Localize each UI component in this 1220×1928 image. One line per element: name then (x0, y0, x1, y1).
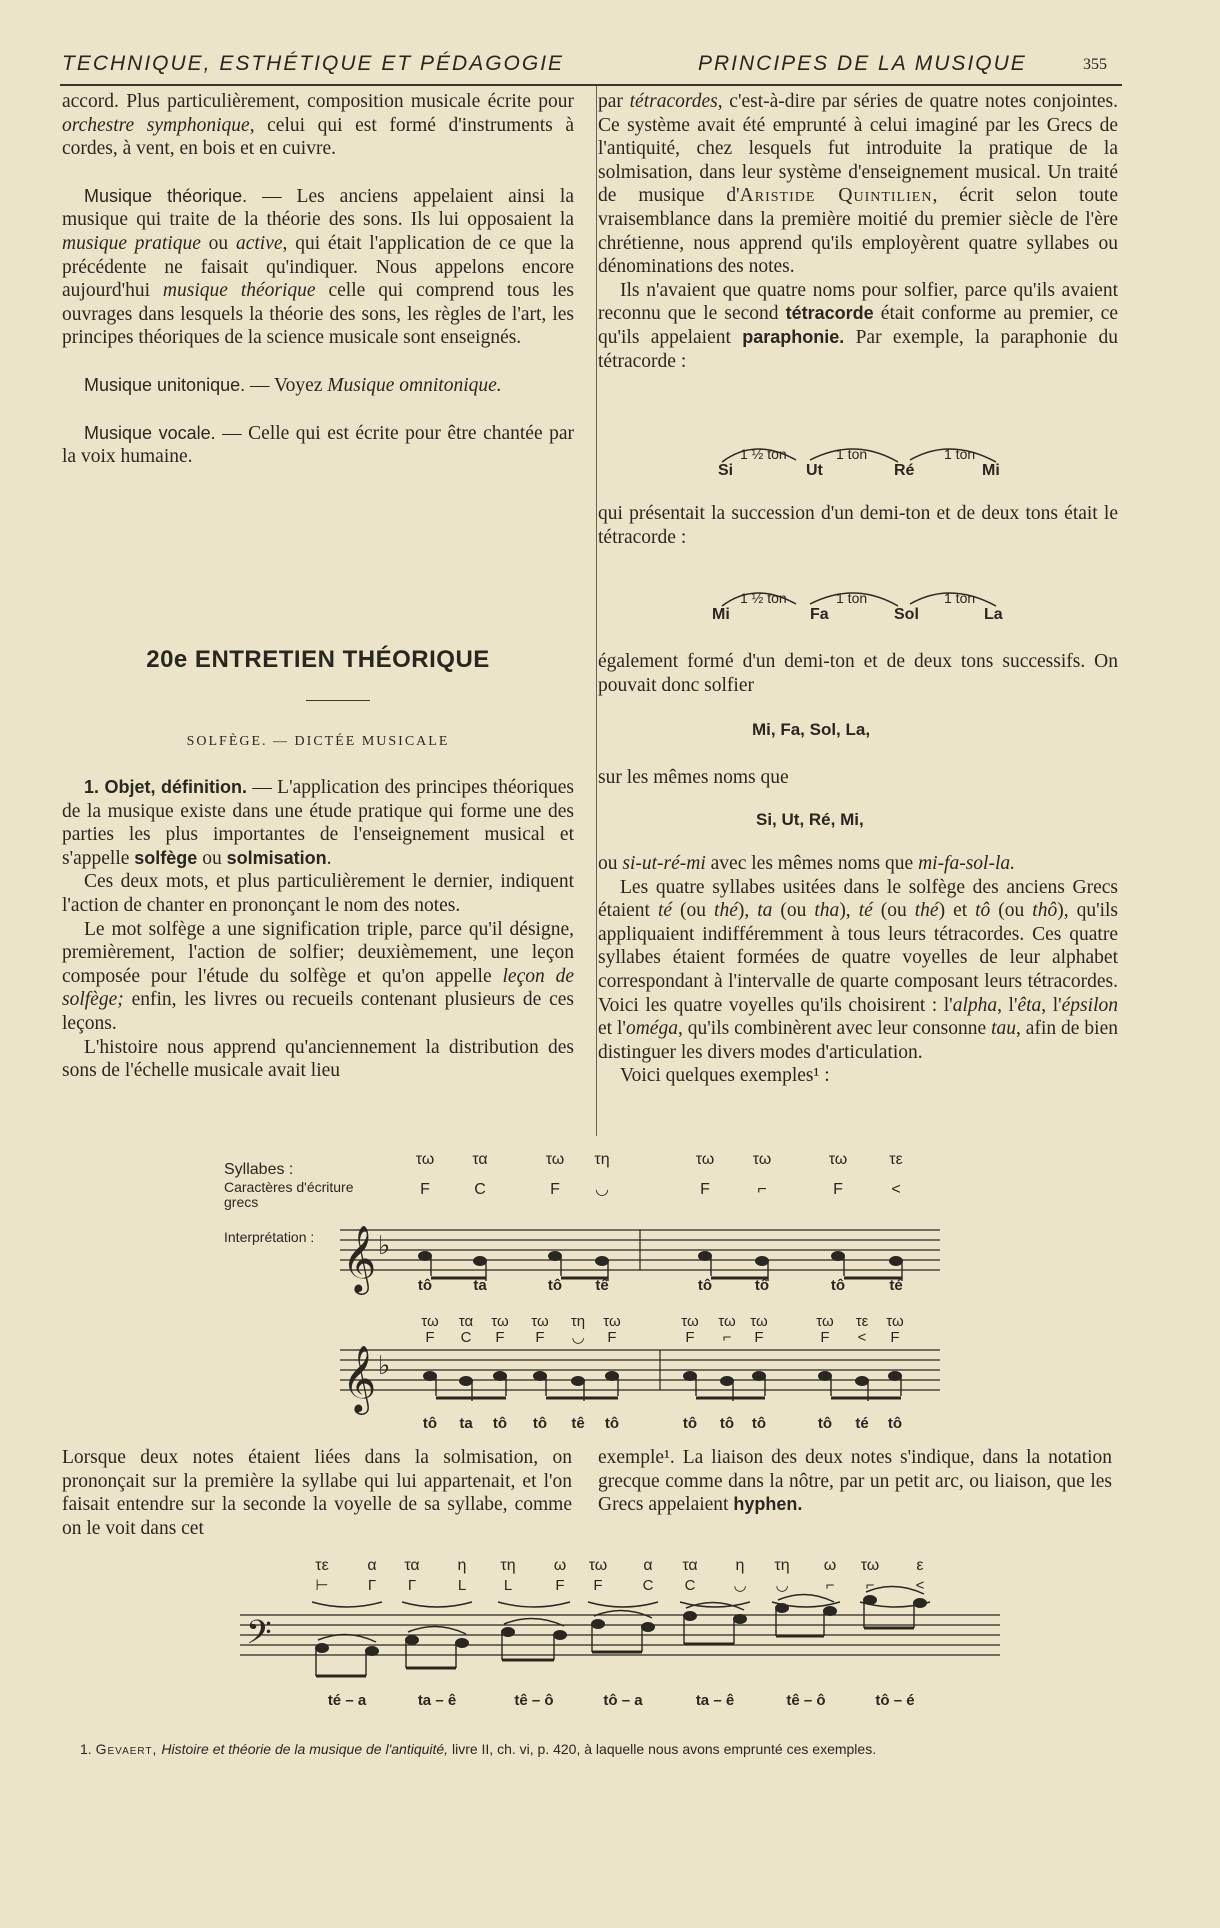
greek-syllable: ω (823, 1557, 837, 1574)
text-span: avec les mêmes noms que (705, 853, 919, 874)
greek-character: L (457, 1577, 467, 1594)
solfege-line: Mi, Fa, Sol, La, (752, 720, 871, 739)
note-head (755, 1256, 769, 1266)
greek-syllable: τω (415, 1151, 435, 1168)
greek-character: < (891, 1181, 901, 1198)
note-name: Fa (810, 606, 829, 623)
interpretation-syllable: té – a (327, 1692, 367, 1709)
italic-span: thé (714, 900, 738, 922)
text-span: exemple¹. La liaison des deux notes s'indique, dans la notation grecque comme dans la nôtre, par un petit arc, ou liaison, que les Grecs appelaient (598, 1447, 1112, 1516)
note-head (595, 1256, 609, 1266)
chapter-title: 20e ENTRETIEN THÉORIQUE (146, 646, 490, 673)
text-span: — Celle qui est écrite pour être chantée par la voix humaine. (62, 422, 574, 468)
spacer (62, 350, 574, 374)
left-column-lower (62, 776, 574, 1083)
greek-syllable: τη (774, 1557, 790, 1574)
section-heading: 1. Objet, définition. (84, 777, 247, 797)
footnote-text: livre II, ch. vi, p. 420, à laquelle nous avons emprunté ces exemples. (448, 1741, 877, 1757)
note-head (418, 1251, 432, 1261)
flat-sign: ♭ (378, 1230, 391, 1260)
note-name: Ré (894, 462, 915, 479)
note-head (591, 1619, 605, 1629)
paragraph-syllabes (598, 876, 1118, 1065)
greek-syllable: τε (889, 1151, 903, 1168)
italic-span: si-ut-ré-mi (622, 853, 706, 874)
text-span: , écrit selon toute vraisemblance dans la première moitié du premier siècle de l'ère chrétienne, nous apprend qu'ils employèrent quatre syllabes ou dénominations des notes. (598, 185, 1118, 278)
hyphen-arc (402, 1602, 472, 1607)
interpretation-syllable: tô (417, 1277, 433, 1294)
spacer (62, 161, 574, 185)
interpretation-syllable: tô (547, 1277, 563, 1294)
note-head (888, 1371, 902, 1381)
label-syllabes: Syllabes : (224, 1161, 294, 1178)
text-span: , qui était l'application de ce que la précédente ne faisait qu'indiquer. Nous appelons encore aujourd'hui (62, 232, 575, 302)
paragraph-presentait: qui présentait la succession d'un demi-ton et de deux tons était le tétracorde : (598, 503, 1118, 548)
italic-span: thô (1032, 900, 1058, 922)
greek-character: ⌐ (865, 1577, 875, 1594)
header-rule (60, 84, 1122, 86)
italic-span: oméga (625, 1018, 678, 1040)
slur (408, 1626, 466, 1634)
greek-character: ◡ (775, 1577, 789, 1594)
note-head (533, 1371, 547, 1381)
note-head (473, 1256, 487, 1266)
left-column-upper (62, 90, 574, 469)
greek-syllable: τω (588, 1557, 608, 1574)
italic-span: tau (991, 1018, 1016, 1040)
greek-syllable: τω (860, 1557, 880, 1574)
greek-syllable: τη (594, 1151, 610, 1168)
greek-character: ⌐ (722, 1329, 732, 1346)
greek-syllable: τα (458, 1313, 474, 1330)
text-span: celle qui comprend tous les ouvrages dans lesquels la théorie des sons, les règles de l'art, les principes théoriques de la science musicale sont enseignés. (62, 280, 575, 349)
greek-syllable: α (367, 1557, 377, 1574)
text-span: (ou (872, 900, 915, 922)
greek-syllable: τω (603, 1313, 621, 1330)
right-column-top (598, 90, 1118, 373)
greek-character: ◡ (733, 1577, 747, 1594)
text-span: Les quatre syllabes usitées dans le solfège des anciens Grecs étaient (598, 876, 1118, 922)
paragraph-deux-mots: Ces deux mots, et plus particulièrement le dernier, indiquent l'action de chanter en prononçant le nom des notes. (62, 871, 574, 916)
page-number: 355 (1083, 56, 1107, 73)
greek-syllable: τω (718, 1313, 736, 1330)
interpretation-syllable: tê (571, 1415, 585, 1432)
interpretation-syllable: tô (492, 1415, 508, 1432)
note-head (720, 1376, 734, 1386)
entry-term: Musique unitonique. (84, 374, 246, 395)
paragraph-accord (62, 90, 574, 161)
solfege-line: Si, Ut, Ré, Mi, (756, 810, 864, 829)
text-span: , celui qui est formé d'instruments à cordes, à vent, en bois et en cuivre. (62, 114, 574, 160)
italic-span: leçon de solfège; (62, 965, 574, 1011)
entry-term: Musique théorique. (84, 185, 248, 206)
greek-syllable: τω (545, 1151, 565, 1168)
interval-label: 1 ton (836, 446, 868, 462)
interpretation-syllable: tô (682, 1415, 698, 1432)
greek-syllable: τω (695, 1151, 715, 1168)
note-head (855, 1376, 869, 1386)
greek-syllable: η (457, 1557, 467, 1574)
text-span: , l' (997, 994, 1018, 1016)
entry-term: Musique vocale. (84, 422, 216, 443)
small-caps-span: Aristide Quintilien (739, 185, 933, 207)
interval-label: 1 ton (836, 590, 868, 606)
paragraph-ou (598, 852, 1118, 876)
note-head (733, 1614, 747, 1624)
footnote (80, 1741, 1120, 1757)
note-head (548, 1251, 562, 1261)
text-span: , afin de bien distinguer les divers modes d'articulation. (598, 1018, 1118, 1063)
greek-character: C (474, 1181, 486, 1198)
interval-label: 1 ton (944, 590, 976, 606)
text-span: ou (197, 847, 227, 869)
greek-syllable: τω (752, 1151, 772, 1168)
text-span: — Les anciens appelaient ainsi la musique qui traite de la théorie des sons. Ils lui opposaient la (62, 185, 574, 231)
slur (594, 1610, 652, 1618)
text-span: accord. Plus particulièrement, composition musicale écrite pour (62, 91, 574, 112)
greek-syllable: τε (315, 1557, 329, 1574)
italic-span: musique pratique (62, 232, 201, 254)
interpretation-syllable: tô (887, 1415, 903, 1432)
greek-character: F (420, 1181, 430, 1198)
greek-character: < (915, 1577, 925, 1594)
text-span: ), (839, 900, 859, 922)
bold-span: tétracorde (785, 303, 874, 324)
greek-character: F (685, 1329, 695, 1346)
footnote-author: Gevaert, (95, 1741, 158, 1757)
text-span: par (598, 91, 630, 112)
text-span: (ou (672, 900, 715, 922)
entry-musique-unitonique (62, 374, 574, 398)
note-head (605, 1371, 619, 1381)
slur (778, 1594, 834, 1602)
bass-clef-icon: 𝄢 (246, 1615, 272, 1659)
hyphen-arc (312, 1602, 382, 1607)
text-span: , l' (1041, 994, 1062, 1016)
note-head (698, 1251, 712, 1261)
chapter-rule (306, 700, 370, 701)
greek-syllable: τα (404, 1557, 420, 1574)
greek-syllable: α (643, 1557, 653, 1574)
interpretation-syllable: tê – ô (514, 1692, 554, 1709)
flat-sign: ♭ (378, 1350, 391, 1380)
note-head (315, 1643, 329, 1653)
greek-syllable: τω (531, 1313, 549, 1330)
text-span: Le mot solfège a une signification triple, parce qu'il désigne, premièrement, l'action de solfier; deuxièmement, une leçon composée pour l'étude du solfège et qu'on appelle (62, 918, 574, 987)
italic-span: alpha (952, 994, 998, 1016)
label-interpretation: Interprétation : (224, 1229, 315, 1245)
music-examples (0, 1150, 1220, 1730)
greek-character: ◡ (571, 1329, 585, 1346)
paragraph-paraphonie (598, 279, 1118, 373)
greek-syllable: τω (491, 1313, 509, 1330)
right-column-lower (598, 852, 1118, 1088)
paragraph-exemples: Voici quelques exemples¹ : (620, 1065, 830, 1087)
interpretation-syllable: tô – é (875, 1692, 915, 1709)
text-span: ou (200, 232, 236, 254)
interpretation-syllable: tô (751, 1415, 767, 1432)
interpretation-syllable: ta – ê (695, 1692, 735, 1709)
note-head (641, 1622, 655, 1632)
text-span: ) et (938, 900, 976, 922)
note-name: Ut (806, 462, 823, 479)
interpretation-syllable: tê – ô (786, 1692, 826, 1709)
italic-span: mi-fa-sol-la. (918, 853, 1016, 874)
footnote-number: 1. (80, 1741, 92, 1757)
interpretation-syllable: ta (459, 1415, 473, 1432)
greek-syllable: ω (553, 1557, 567, 1574)
text-span: — L'application des principes théoriques de la musique existe dans une étude pratique qui forme une des parties les plus importantes de l'enseignement musical et s'appelle (62, 777, 575, 869)
note-head (455, 1638, 469, 1648)
spacer (62, 398, 574, 422)
entry-musique-theorique (62, 185, 574, 350)
note-head (683, 1611, 697, 1621)
greek-character: F (833, 1181, 843, 1198)
text-span: . (326, 847, 332, 869)
interval-label: 1 ½ ton (740, 446, 787, 462)
italic-span: épsilon (1061, 994, 1118, 1016)
greek-character: F (607, 1329, 617, 1346)
running-header-left: TECHNIQUE, ESTHÉTIQUE ET PÉDAGOGIE (62, 52, 565, 75)
note-name: Si (718, 462, 734, 479)
interpretation-syllable: tô (604, 1415, 620, 1432)
hyphen-arc (498, 1602, 570, 1607)
note-head (823, 1606, 837, 1616)
note-head (553, 1630, 567, 1640)
running-header-right: PRINCIPES DE LA MUSIQUE (698, 52, 1027, 75)
greek-character: C (642, 1577, 654, 1594)
greek-syllable: τω (681, 1313, 699, 1330)
greek-syllable: η (735, 1557, 745, 1574)
greek-syllable: τη (500, 1557, 516, 1574)
interpretation-syllable: tô (532, 1415, 548, 1432)
note-name: Mi (982, 462, 1000, 479)
column-divider (596, 86, 597, 1136)
greek-syllable: τα (682, 1557, 698, 1574)
treble-clef-icon: 𝄞 (342, 1226, 377, 1291)
interpretation-syllable: tô (817, 1415, 833, 1432)
greek-syllable: τω (750, 1313, 768, 1330)
text-span: , qu'ils combinèrent avec leur consonne (677, 1018, 992, 1040)
italic-span: Musique omnitonique. (327, 374, 502, 396)
greek-character: F (495, 1329, 505, 1346)
paragraph-tetracordes (598, 90, 1118, 279)
greek-character: Γ (367, 1577, 377, 1594)
note-head (501, 1627, 515, 1637)
interpretation-syllable: tô (830, 1277, 846, 1294)
paragraph-exemple-liaison (598, 1446, 1112, 1517)
interpretation-syllable: tô – a (603, 1692, 643, 1709)
footnote-title: Histoire et théorie de la musique de l'antiquité, (161, 1741, 449, 1757)
greek-character: ⌐ (757, 1181, 767, 1198)
paragraph-lorsque: Lorsque deux notes étaient liées dans la solmisation, on prononçait sur la première la syllabe qui lui appartenait, et l'on faisait entendre sur la seconde la voyelle de sa syllabe, comme on le voit dans cet (62, 1447, 572, 1539)
greek-character: F (890, 1329, 900, 1346)
interval-label: 1 ½ ton (740, 590, 787, 606)
bold-span: solfège (134, 847, 198, 868)
greek-character: F (535, 1329, 545, 1346)
text-span: (ou (990, 900, 1033, 922)
interpretation-syllable: ta (473, 1277, 487, 1294)
greek-syllable: τε (855, 1313, 869, 1330)
text-span: ), (737, 900, 758, 922)
paragraph-objet (62, 776, 574, 870)
text-span: enfin, les livres ou recueils contenant plusieurs de ces leçons. (62, 989, 574, 1034)
greek-character: F (593, 1577, 603, 1594)
text-span: ), qu'ils appliquaient indifféremment à tous leurs tétracordes. Ces quatre syllabes étaient formées de quatre voyelles de leur alphabet correspondant à l'intervalle de quarte composant leurs tétracordes. Voici les quatre voyelles qu'ils choisirent : l' (598, 900, 1119, 1016)
italic-span: tétracordes (629, 91, 718, 112)
greek-character: < (857, 1329, 867, 1346)
greek-character: Γ (407, 1577, 417, 1594)
italic-span: active (235, 232, 283, 254)
text-span: Par exemple, la paraphonie du tétracorde : (598, 326, 1118, 372)
greek-character: F (555, 1577, 565, 1594)
interpretation-syllable: tô (697, 1277, 713, 1294)
greek-syllable: τω (816, 1313, 834, 1330)
italic-span: thé (914, 900, 939, 922)
paragraph-histoire: L'histoire nous apprend qu'anciennement la distribution des sons de l'échelle musicale avait lieu (62, 1036, 574, 1082)
bold-span: paraphonie. (742, 326, 845, 347)
greek-character: F (425, 1329, 435, 1346)
note-head (889, 1256, 903, 1266)
interpretation-syllable: ta – ê (417, 1692, 457, 1709)
greek-character: F (550, 1181, 560, 1198)
greek-syllable: τα (472, 1151, 488, 1168)
text-span: — Voyez (245, 374, 328, 396)
greek-character: C (684, 1577, 696, 1594)
slur (686, 1602, 744, 1610)
note-head (365, 1646, 379, 1656)
greek-character: F (754, 1329, 764, 1346)
italic-span: musique théorique (162, 280, 316, 302)
bold-span: hyphen. (733, 1494, 803, 1515)
paragraph-memes-noms: sur les mêmes noms que (598, 767, 789, 788)
note-head (423, 1371, 437, 1381)
italic-span: tô (975, 900, 991, 922)
note-head (863, 1595, 877, 1605)
greek-character: ⌐ (825, 1577, 835, 1594)
note-head (459, 1376, 473, 1386)
note-head (818, 1371, 832, 1381)
paragraph-mot-solfege (62, 918, 574, 1036)
text-span: ou (598, 853, 623, 874)
greek-syllable: τω (421, 1313, 439, 1330)
note-head (913, 1598, 927, 1608)
greek-character: F (820, 1329, 830, 1346)
note-head (775, 1603, 789, 1613)
label-caracteres: Caractères d'écriture grecs (224, 1179, 354, 1210)
greek-character: F (700, 1181, 710, 1198)
note-name: Sol (894, 606, 919, 623)
interpretation-syllable: tô (719, 1415, 735, 1432)
greek-character: L (503, 1577, 513, 1594)
italic-span: êta (1017, 994, 1042, 1016)
treble-clef-icon: 𝄞 (342, 1346, 377, 1411)
italic-span: ta (757, 900, 773, 922)
greek-character: ⊢ (315, 1577, 329, 1594)
text-span: Ils n'avaient que quatre noms pour solfier, parce qu'ils avaient reconnu que le second (598, 279, 1118, 325)
paragraph-egalement: également formé d'un demi-ton et de deux tons successifs. On pouvait donc solfier (598, 651, 1118, 696)
italic-span: orchestre symphonique (62, 114, 250, 136)
note-name: Mi (712, 606, 730, 623)
entry-musique-vocale (62, 422, 574, 469)
bold-span: solmisation (226, 847, 327, 868)
staff-lines (240, 1230, 1000, 1655)
note-head (405, 1635, 419, 1645)
greek-syllable: τη (570, 1313, 586, 1330)
interpretation-syllable: té (889, 1277, 903, 1294)
text-span: (ou (772, 900, 815, 922)
note-head (683, 1371, 697, 1381)
chapter-subtitle: SOLFÈGE. — DICTÉE MUSICALE (186, 734, 450, 749)
text-span: était conforme au premier, ce qu'ils appelaient (598, 303, 1118, 348)
greek-character: C (460, 1329, 472, 1346)
interpretation-syllable: tê (595, 1277, 609, 1294)
text-span: et l' (598, 1018, 626, 1040)
italic-span: té (657, 900, 673, 922)
note-head (571, 1376, 585, 1386)
greek-syllable: τω (828, 1151, 848, 1168)
note-head (493, 1371, 507, 1381)
hyphen-arc (588, 1602, 658, 1607)
note-head (831, 1251, 845, 1261)
interpretation-syllable: té (855, 1415, 869, 1432)
greek-character: ◡ (595, 1181, 609, 1198)
note-name: La (984, 606, 1003, 623)
note-head (752, 1371, 766, 1381)
greek-syllable: ε (916, 1557, 924, 1574)
interval-label: 1 ton (944, 446, 976, 462)
text-span: , c'est-à-dire par séries de quatre notes conjointes. Ce système avait été emprunté à celui imaginé par les Grecs de l'antiquité, chez lesquels fut introduite la pratique de la solmisation, dans leur système d'enseignement musical. Un traité de musique d' (598, 91, 1118, 207)
italic-span: tha (814, 900, 840, 922)
interpretation-syllable: tô (754, 1277, 770, 1294)
italic-span: té (858, 900, 873, 922)
greek-syllable: τω (886, 1313, 904, 1330)
interpretation-syllable: tô (422, 1415, 438, 1432)
